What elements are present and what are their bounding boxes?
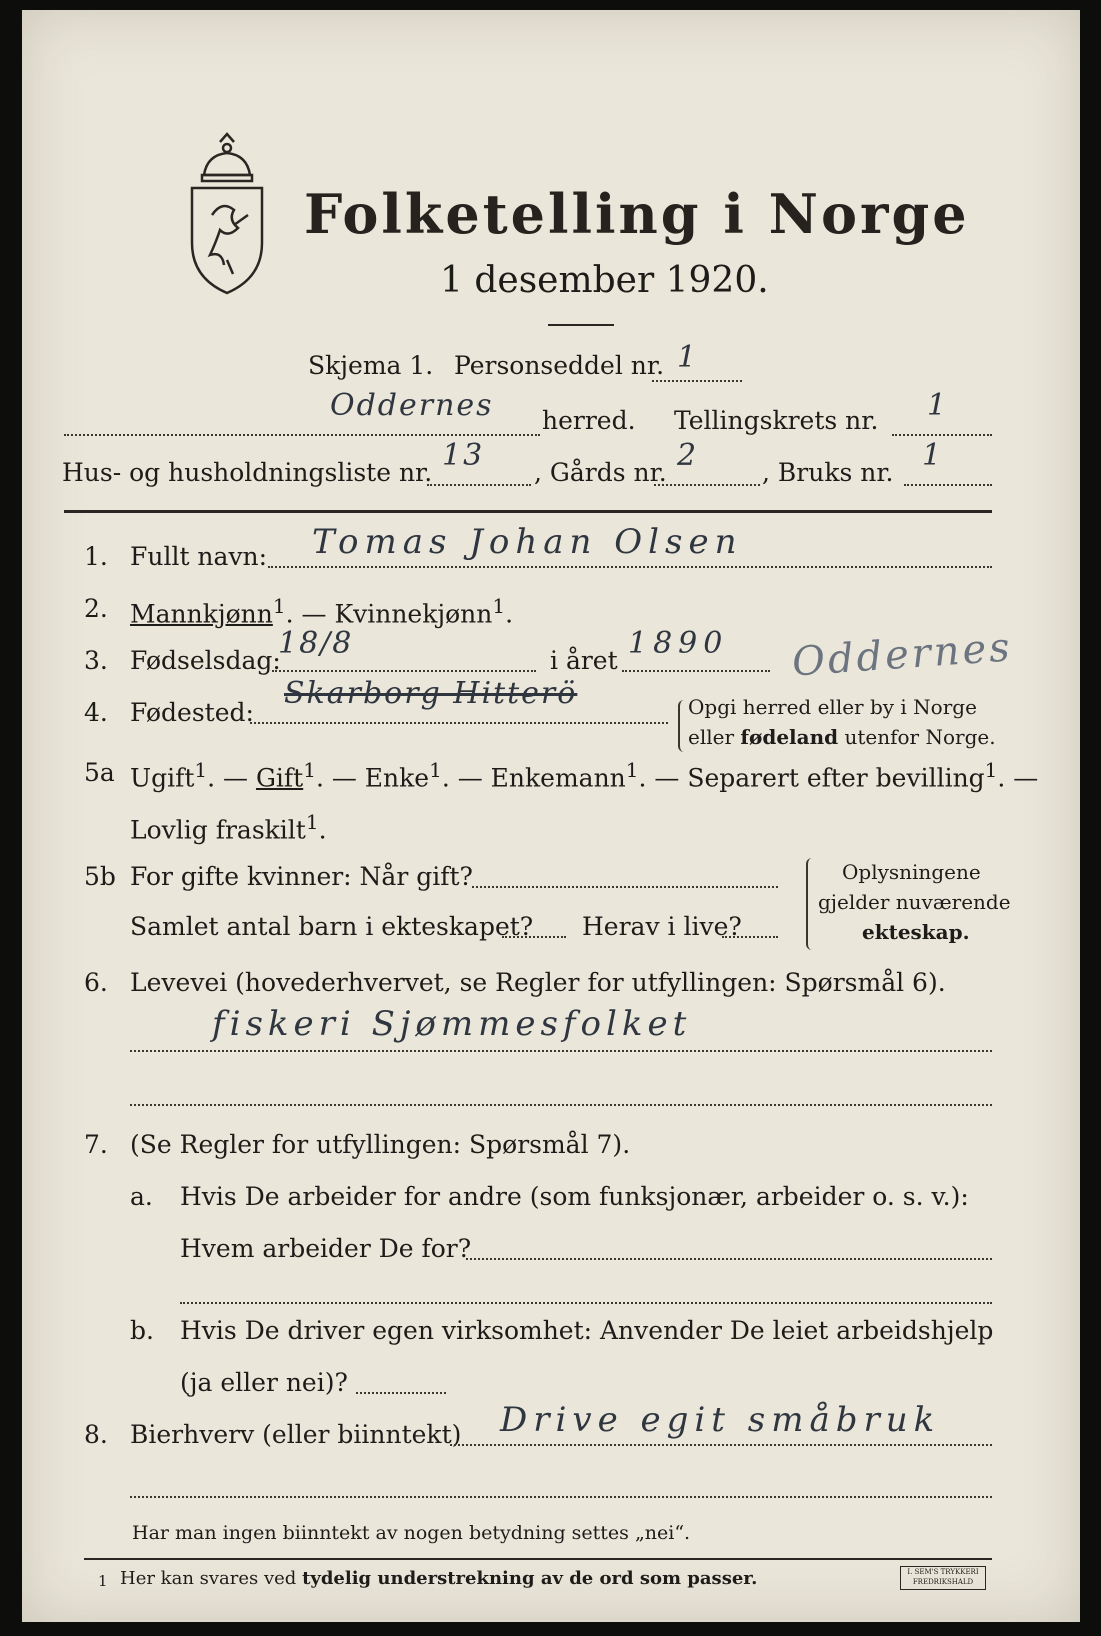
q6-label: Levevei (hovederhvervet, se Regler for utfyllingen: Spørsmål 6). — [130, 968, 946, 997]
q2-kvinnekjonn[interactable]: Kvinnekjønn — [334, 599, 493, 629]
q5a-line2-end: . — [318, 815, 327, 845]
q4-note-c: utenfor Norge. — [838, 725, 996, 749]
hus-line — [427, 484, 531, 486]
q6-number: 6. — [84, 968, 108, 997]
footer-divider — [84, 1558, 992, 1560]
q7b-line — [356, 1392, 446, 1394]
footnote-ref: 1 — [429, 758, 442, 782]
q8-line2 — [130, 1496, 992, 1498]
footnote-ref: 1 — [194, 758, 208, 782]
q5b-label1: For gifte kvinner: Når gift? — [130, 862, 473, 891]
q7a-letter: a. — [130, 1182, 153, 1211]
q8-label: Bierhverv (eller biinntekt) — [130, 1420, 462, 1449]
q5b-label2: Samlet antal barn i ekteskapet? — [130, 912, 534, 941]
q5a-number: 5a — [84, 758, 115, 787]
q1-number: 1. — [84, 542, 108, 571]
schema-label: Skjema 1. — [308, 351, 434, 380]
footnote-text-b: tydelig understrekning av de ord som passer. — [302, 1568, 758, 1589]
census-form-page — [22, 10, 1080, 1622]
footnote-text — [120, 1568, 757, 1589]
q5a-gift[interactable]: Gift — [255, 763, 304, 793]
printer-stamp: I. SEM'S TRYKKERI FREDRIKSHALD — [900, 1566, 986, 1590]
tellingskrets-value[interactable]: 1 — [927, 388, 949, 423]
q3-line — [272, 670, 536, 672]
q3-year-answer[interactable]: 1890 — [628, 626, 729, 661]
q5b-note-line1: Oplysningene — [842, 860, 981, 884]
q4-answer-new[interactable]: Oddernes — [790, 624, 1015, 686]
footnote-text-a: Her kan svares ved — [120, 1568, 303, 1589]
q6-line1 — [130, 1050, 992, 1052]
herred-line — [64, 434, 540, 436]
q4-note-line2 — [688, 725, 996, 749]
q3-answer[interactable]: 18/8 — [278, 626, 354, 661]
footnote-ref: 1 — [492, 594, 506, 618]
q5a-line2 — [130, 810, 327, 844]
q1-line — [268, 566, 992, 568]
q4-note-b: fødeland — [740, 725, 839, 749]
header-divider — [64, 510, 992, 513]
census-date: 1 desember 1920. — [440, 260, 769, 301]
q5b-number: 5b — [84, 862, 116, 891]
tellingskrets-label: Tellingskrets nr. — [674, 406, 879, 435]
personseddel-line — [652, 380, 742, 382]
q2-number: 2. — [84, 594, 108, 623]
q1-label: Fullt navn: — [130, 542, 268, 571]
q3-label: Fødselsdag: — [130, 646, 281, 675]
personseddel-value[interactable]: 1 — [677, 340, 699, 375]
q5b-brace — [806, 858, 818, 950]
q7b-text2: (ja eller nei)? — [180, 1368, 348, 1397]
tellingskrets-line — [892, 434, 992, 436]
bruks-label: , Bruks nr. — [762, 458, 894, 487]
footnote-ref: 1 — [305, 810, 319, 834]
q7a-line1 — [466, 1258, 992, 1260]
herred-label: herred. — [542, 406, 636, 435]
q6-answer[interactable]: fiskeri Sjømmesfolket — [212, 1004, 692, 1044]
q5a-line1 — [130, 758, 1038, 792]
q3-year-line — [622, 670, 770, 672]
q3-number: 3. — [84, 646, 108, 675]
gards-line — [654, 484, 760, 486]
q2-text — [130, 594, 513, 628]
q2-mannkjonn[interactable]: Mannkjønn — [130, 599, 273, 629]
q5a-enke[interactable]: . — Enke — [315, 763, 430, 793]
q7a-line2 — [180, 1302, 992, 1304]
q7-number: 7. — [84, 1130, 108, 1159]
footnote-number: 1 — [98, 1572, 108, 1590]
q5b-note-line2: gjelder nuværende — [818, 890, 1011, 914]
q5b-line3 — [722, 936, 778, 938]
q5a-enkemann[interactable]: . — Enkemann — [441, 763, 626, 793]
q5a-end: . — — [997, 763, 1039, 793]
hus-label: Hus- og husholdningsliste nr. — [62, 458, 433, 487]
q7-label: (Se Regler for utfyllingen: Spørsmål 7). — [130, 1130, 631, 1159]
bruks-line — [904, 484, 992, 486]
footnote-ref: 1 — [272, 594, 286, 618]
q4-answer-struck[interactable]: Skarborg Hitterö — [284, 676, 578, 711]
q5a-ugift[interactable]: Ugift — [130, 763, 195, 793]
gards-label: , Gårds nr. — [534, 458, 667, 487]
q5a-fraskilt[interactable]: Lovlig fraskilt — [130, 815, 306, 845]
q4-number: 4. — [84, 698, 108, 727]
title-divider — [548, 324, 614, 326]
q7a-text2: Hvem arbeider De for? — [180, 1234, 472, 1263]
q5b-line2 — [502, 936, 566, 938]
q8-answer[interactable]: Drive egit småbruk — [500, 1400, 941, 1440]
q4-label: Fødested: — [130, 698, 254, 727]
q2-end: . — [505, 599, 514, 629]
footnote-ref: 1 — [984, 758, 998, 782]
q8-line1 — [450, 1444, 992, 1446]
q5a-sep: . — — [207, 763, 256, 793]
q5b-line1 — [472, 886, 778, 888]
bruks-value[interactable]: 1 — [922, 438, 944, 473]
q4-note-a: eller — [688, 725, 741, 749]
q2-separator: . — — [285, 599, 335, 629]
q8-number: 8. — [84, 1420, 108, 1449]
q5b-label3: Herav i live? — [582, 912, 742, 941]
gards-value[interactable]: 2 — [677, 438, 699, 473]
q4-line — [250, 722, 668, 724]
footnote-ref: 1 — [625, 758, 639, 782]
q6-line2 — [130, 1104, 992, 1106]
q4-note-line1: Opgi herred eller by i Norge — [688, 695, 977, 719]
q7b-letter: b. — [130, 1316, 154, 1345]
q5b-note-line3: ekteskap. — [862, 920, 970, 944]
coat-of-arms-icon — [182, 130, 272, 304]
q7a-text: Hvis De arbeider for andre (som funksjonær, arbeider o. s. v.): — [180, 1182, 969, 1211]
q1-answer[interactable]: Tomas Johan Olsen — [312, 522, 743, 562]
q5a-separert[interactable]: . — Separert efter bevilling — [638, 763, 985, 793]
herred-value[interactable]: Oddernes — [330, 388, 494, 423]
q7b-text: Hvis De driver egen virksomhet: Anvender De leiet arbeidshjelp — [180, 1316, 994, 1345]
footer-note: Har man ingen biinntekt av nogen betydning settes „nei“. — [132, 1522, 691, 1544]
hus-value[interactable]: 13 — [442, 438, 485, 473]
footnote-ref: 1 — [303, 758, 316, 782]
q3-year-label: i året — [550, 646, 618, 675]
personseddel-label: Personseddel nr. — [454, 351, 665, 380]
form-title: Folketelling i Norge — [304, 182, 970, 246]
